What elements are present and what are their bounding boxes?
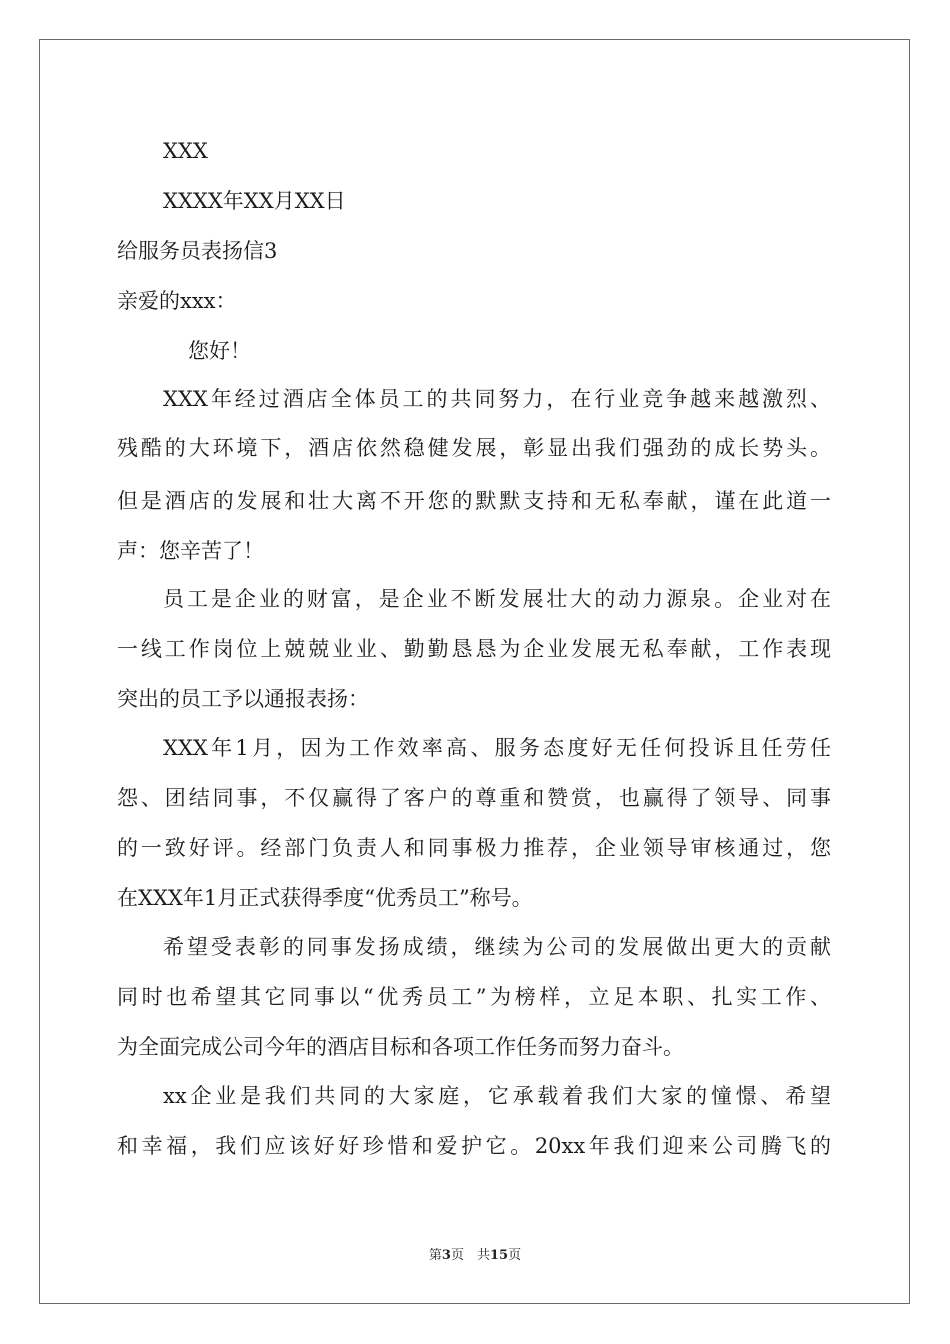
footer-suffix: 页 — [508, 1248, 522, 1263]
body-line: XXX年1月，因为工作效率高、服务态度好无任何投诉且任劳任 — [163, 736, 831, 760]
page-number: 3 — [441, 1248, 451, 1263]
footer-prefix: 第 — [428, 1248, 442, 1263]
body-line: 希望受表彰的同事发扬成绩，继续为公司的发展做出更大的贡献 — [163, 935, 831, 959]
page-border — [39, 39, 910, 1304]
body-line: XXX年经过酒店全体员工的共同努力，在行业竞争越来越激烈、 — [163, 387, 831, 411]
footer-mid: 页 共 — [450, 1248, 490, 1263]
signature-date: XXXX年XX月XX日 — [163, 189, 346, 213]
body-line: 怨、团结同事，不仅赢得了客户的尊重和赞赏，也赢得了领导、同事 — [117, 786, 831, 810]
body-line: 同时也希望其它同事以“优秀员工”为榜样，立足本职、扎实工作、 — [117, 985, 831, 1009]
body-line: 和幸福，我们应该好好珍惜和爱护它。20xx年我们迎来公司腾飞的 — [117, 1134, 831, 1158]
page-footer — [0, 1247, 950, 1265]
salutation: 亲爱的xxx： — [117, 289, 237, 313]
body-line: 声：您辛苦了！ — [117, 539, 264, 563]
body-line: xx企业是我们共同的大家庭，它承载着我们大家的憧憬、希望 — [163, 1084, 831, 1108]
page-total: 15 — [489, 1248, 509, 1263]
greeting: 您好！ — [188, 339, 251, 363]
body-line: 突出的员工予以通报表扬： — [117, 687, 369, 711]
body-line: 一线工作岗位上兢兢业业、勤勤恳恳为企业发展无私奉献，工作表现 — [117, 637, 831, 661]
body-line: 为全面完成公司今年的酒店目标和各项工作任务而努力奋斗。 — [117, 1035, 684, 1059]
body-line: 但是酒店的发展和壮大离不开您的默默支持和无私奉献，谨在此道一 — [117, 489, 831, 513]
body-line: 的一致好评。经部门负责人和同事极力推荐，企业领导审核通过，您 — [117, 836, 831, 860]
body-line: 残酷的大环境下，酒店依然稳健发展，彰显出我们强劲的成长势头。 — [117, 436, 831, 460]
body-line: 在XXX年1月正式获得季度“优秀员工”称号。 — [117, 886, 533, 910]
signature-name: XXX — [163, 139, 208, 163]
letter-title: 给服务员表扬信3 — [117, 239, 278, 263]
body-line: 员工是企业的财富，是企业不断发展壮大的动力源泉。企业对在 — [163, 587, 831, 611]
